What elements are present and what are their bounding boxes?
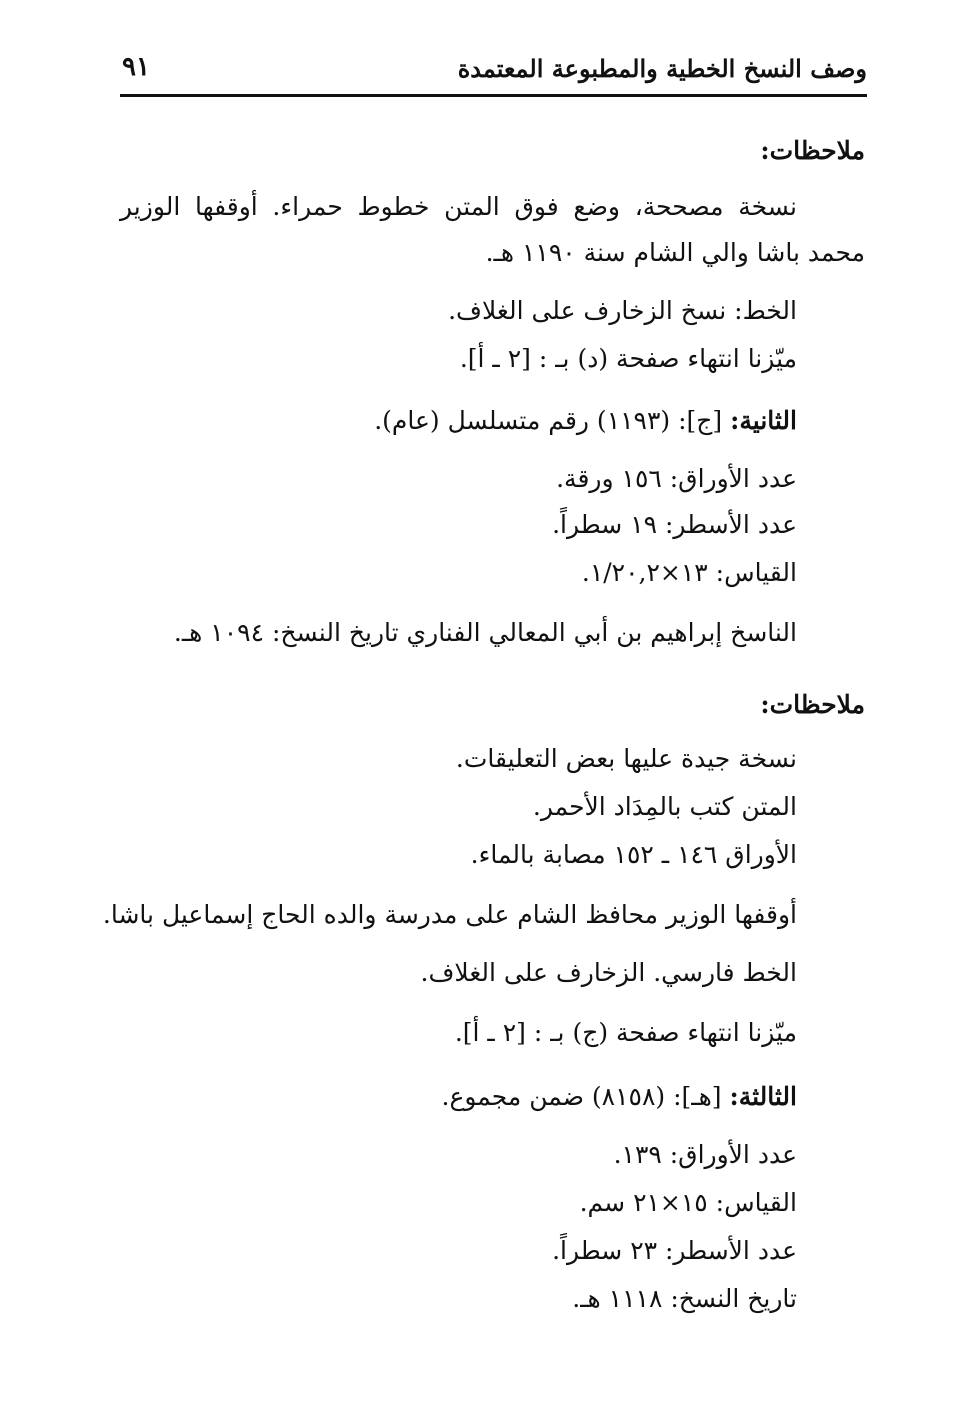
manuscript-label: الثانية: (730, 406, 797, 435)
manuscript-label: الثالثة: (729, 1082, 797, 1111)
manuscript-id: [ج]: (١١٩٣) رقم متسلسل (عام). (374, 406, 723, 435)
note-line: المتن كتب بالمِدَاد الأحمر. (532, 792, 797, 821)
manuscript-entry-heading (442, 1080, 797, 1114)
running-header (120, 52, 867, 97)
waqf-note: أوقفها الوزير محافظ الشام على مدرسة والده الحاج إسماعيل باشا. (102, 900, 797, 929)
manuscript-entry-heading (374, 404, 797, 438)
leaf-count: عدد الأوراق: ١٥٦ ورقة. (556, 464, 797, 493)
line-count: عدد الأسطر: ١٩ سطراً. (552, 510, 797, 539)
copy-date: تاريخ النسخ: ١١١٨ هـ. (572, 1284, 797, 1313)
script-note: الخط: نسخ الزخارف على الغلاف. (448, 296, 797, 325)
page-end-marker-note: ميّزنا انتهاء صفحة (د) بـ : [٢ ـ أ]. (459, 344, 797, 373)
header-title: وصف النسخ الخطية والمطبوعة المعتمدة (457, 54, 867, 83)
script-note: الخط فارسي. الزخارف على الغلاف. (420, 958, 797, 987)
note-line: الأوراق ١٤٦ ـ ١٥٢ مصابة بالماء. (470, 840, 797, 869)
manuscript-id: [هـ]: (٨١٥٨) ضمن مجموع. (441, 1082, 722, 1111)
notes-heading: ملاحظات: (760, 136, 865, 165)
dimensions: القياس: ١٥×٢١ سم. (579, 1188, 797, 1217)
leaf-count: عدد الأوراق: ١٣٩. (613, 1140, 797, 1169)
notes-paragraph-line: محمد باشا والي الشام سنة ١١٩٠ هـ. (485, 238, 865, 267)
page-number: ٩١ (122, 52, 150, 82)
dimensions: القياس: ١٣×١/٢٠,٢. (581, 558, 797, 587)
copyist-date: الناسخ إبراهيم بن أبي المعالي الفناري تاريخ النسخ: ١٠٩٤ هـ. (173, 618, 797, 647)
notes-paragraph-line: نسخة مصححة، وضع فوق المتن خطوط حمراء. أوقفها الوزير (120, 192, 797, 221)
page-end-marker-note: ميّزنا انتهاء صفحة (ج) بـ : [٢ ـ أ]. (454, 1018, 797, 1047)
note-line: نسخة جيدة عليها بعض التعليقات. (455, 744, 797, 773)
line-count: عدد الأسطر: ٢٣ سطراً. (552, 1236, 797, 1265)
notes-heading: ملاحظات: (760, 690, 865, 719)
